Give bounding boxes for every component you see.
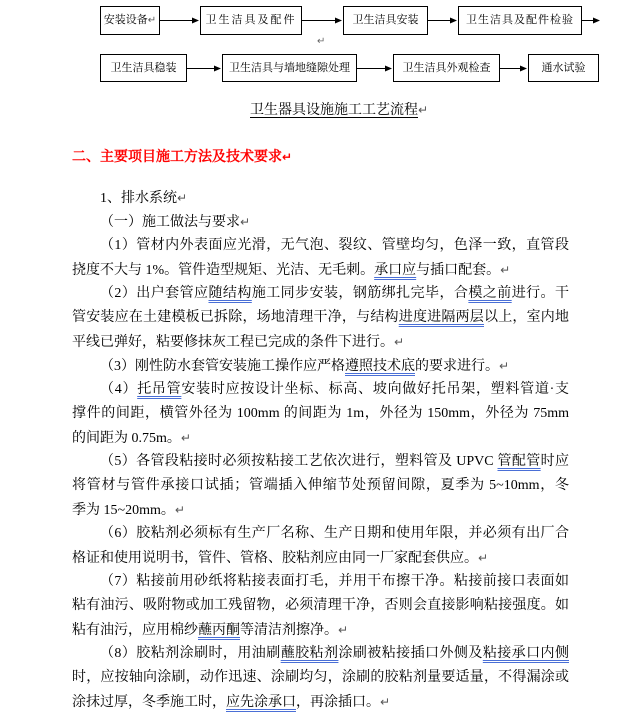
text-run: （3）刚性防水套管安装施工操作应严格 (100, 359, 345, 374)
text-run: （8）胶粘剂涂刷时，用油刷 (100, 646, 281, 661)
text-run: （2）出户套管应 (100, 286, 209, 301)
text-run: 与插口配套。 (416, 263, 501, 278)
flow-step-fixture-inspection (458, 6, 582, 35)
text-run: （7）粘接前用砂纸将粘接表面打毛，并用干布擦干净。粘接前接口表面如 (100, 574, 569, 589)
paragraph-mark: ↵ (338, 623, 349, 637)
text-run: ，再涂插口。 (296, 695, 380, 710)
paragraph (72, 282, 569, 354)
paragraph (72, 234, 569, 282)
arrow-head (450, 18, 457, 24)
text-line (72, 402, 569, 426)
flow-arrow (582, 18, 600, 24)
text-run: 等清洁剂擦净。 (240, 623, 338, 638)
arrow-head (335, 18, 342, 24)
flow-arrow (428, 18, 457, 24)
text-run: 时，应按轴向涂刷，动作迅速、涂刷均匀，涂刷的胶粘剂量要适量，不得漏涂或 (72, 670, 569, 685)
text-run: 进行。干 (511, 286, 569, 301)
proofing-underline: 应先涂承口 (226, 695, 296, 710)
paragraph (72, 522, 569, 570)
flow-arrow (160, 18, 199, 24)
text-run: 季为 15~20mm。 (72, 503, 175, 518)
text-line (72, 186, 569, 210)
paragraph (72, 210, 569, 234)
proofing-underline: 蘸胶粘剂 (280, 646, 339, 661)
paragraph-mark: ↵ (240, 215, 251, 229)
text-run: 平线已弹好，粘要修抹灰工程已完成的条件下进行。 (72, 335, 394, 350)
text-run: 1、排水系统 (100, 191, 177, 206)
paragraph-mark: ↵ (380, 695, 391, 709)
proofing-underline: 遵照技术底 (345, 359, 415, 374)
proofing-underline: 管配管 (497, 454, 541, 469)
text-run: 挠度不大与 1%。管件造型规矩、光洁、无毛刺。 (72, 263, 375, 278)
text-line (72, 426, 569, 450)
flow-step-label: 通水试验 (541, 62, 586, 74)
arrow-head (192, 18, 199, 24)
text-run: 格证和使用说明书，管件、管格、胶粘剂应由同一厂家配套供应。 (72, 551, 478, 566)
text-run: （1）管材内外表面应光滑，无气泡、裂纹、管壁均匀，色泽一致，直管段 (100, 238, 569, 253)
paragraph-mark: ↵ (500, 263, 511, 277)
text-run: （4） (100, 382, 138, 397)
text-run: （5）各管段粘接时必须按粘接工艺依次进行，塑料管及 UPVC (100, 454, 498, 469)
text-run: 粘有油污、吸附物或加工残留物，必须清理干净，否则会直接影响粘接强度。如 (72, 598, 569, 613)
text-line (72, 450, 569, 474)
flow-step-fixture-installation (343, 6, 428, 35)
text-run: 时应 (540, 454, 570, 469)
text-line (72, 666, 569, 690)
flow-step-fixtures-and-fittings (200, 6, 302, 35)
paragraph-mark: ↵ (180, 431, 191, 445)
text-line (72, 282, 569, 306)
flow-arrow (500, 66, 527, 72)
paragraph-mark: ↵ (282, 150, 293, 164)
flow-step-label: 卫生洁具与墙地缝隙处理 (229, 62, 350, 74)
paragraph-mark: ↵ (177, 191, 188, 205)
section-heading-text: 二、主要项目施工方法及技术要求 (72, 149, 282, 165)
paragraph (72, 378, 569, 450)
text-line (72, 618, 569, 642)
arrow-head (385, 66, 392, 72)
text-line (72, 258, 569, 282)
text-run: （一）施工做法与要求 (100, 215, 240, 230)
text-run: 管安装应在土建模板已拆除，场地清理干净，与结构 (72, 310, 399, 325)
paragraph-mark: ↵ (317, 36, 326, 47)
text-line (72, 306, 569, 330)
proofing-underline: 进度进隔两层 (398, 310, 484, 325)
flow-step-wall-floor-gap-treatment (222, 54, 357, 82)
paragraph-mark: ↵ (394, 335, 405, 349)
flow-step-label: 卫生洁具外观检查 (402, 62, 491, 74)
process-flowchart (0, 0, 639, 92)
text-line (72, 594, 569, 618)
paragraph-mark: ↵ (174, 503, 185, 517)
text-line (72, 330, 569, 354)
proofing-underline: 托吊管 (137, 382, 182, 397)
flowchart-caption (250, 98, 428, 122)
paragraph-mark: ↵ (499, 359, 510, 373)
text-run: 撑件的间距，横管外径为 100mm 的间距为 1m，外径为 150mm，外径为 75mm (72, 406, 569, 421)
arrow-head (593, 18, 600, 24)
text-line (72, 378, 569, 402)
text-line (72, 690, 569, 714)
flow-arrow (302, 18, 342, 24)
paragraph-mark: ↵ (478, 551, 489, 565)
text-run: 粘有油污，应用棉纱 (72, 623, 198, 638)
text-line (72, 546, 569, 570)
text-run: 涂抹过厚，冬季施工时， (72, 695, 226, 710)
text-run: 安装时应按设计坐标、标高、坡向做好托吊架，塑料管道·支 (181, 382, 569, 397)
text-run: 涂刷被粘接插口外侧及 (338, 646, 483, 661)
flow-step-water-test (528, 54, 599, 82)
flow-step-label: 卫生洁具稳装 (110, 62, 177, 74)
text-line (72, 522, 569, 546)
text-line (72, 642, 569, 666)
proofing-underline: 随结构 (208, 286, 252, 301)
proofing-underline: 蘸丙酮 (198, 623, 240, 638)
section-heading (72, 145, 292, 169)
paragraph-mark: ↵ (147, 15, 157, 26)
text-run: 以上，室内地 (483, 310, 570, 325)
text-run: 将管材与管件承接口试插；管端插入伸缩节处预留间隙，夏季为 5~10mm，冬 (72, 478, 569, 493)
flow-arrow (187, 66, 221, 72)
flow-arrow (357, 66, 392, 72)
flow-step-label: 安装设备 (103, 14, 148, 26)
paragraph-mark: ↵ (418, 103, 429, 117)
text-line (72, 474, 569, 498)
paragraph (72, 450, 569, 522)
proofing-underline: 粘接承口内侧 (482, 646, 569, 661)
flow-step-label: 卫生洁具及配件 (205, 14, 297, 26)
text-line (72, 234, 569, 258)
text-run: （6）胶粘剂必须标有生产厂名称、生产日期和使用年限，并必须有出厂合 (100, 526, 569, 541)
paragraph (72, 186, 569, 210)
text-run: 施工同步安装，钢筋绑扎完毕，合 (251, 286, 469, 301)
flow-step-fixture-setting (100, 54, 187, 82)
flow-step-label: 卫生洁具及配件检验 (466, 14, 574, 26)
paragraph (72, 354, 569, 378)
text-run: 的要求进行。 (415, 359, 499, 374)
proofing-underline: 承口应 (374, 263, 417, 278)
text-line (72, 498, 569, 522)
proofing-underline: 模之前 (468, 286, 512, 301)
text-line (72, 210, 569, 234)
arrow-head (214, 66, 221, 72)
text-line (72, 354, 569, 378)
arrow-head (520, 66, 527, 72)
paragraph (72, 570, 569, 642)
text-line (72, 570, 569, 594)
caption-text: 卫生器具设施施工工艺流程 (250, 102, 418, 118)
paragraph (72, 642, 569, 714)
flow-step-install-equipment (100, 6, 160, 35)
flow-step-appearance-check (393, 54, 500, 82)
document-body (72, 186, 569, 714)
text-run: 的间距为 0.75m。 (72, 431, 181, 446)
flow-step-label: 卫生洁具安装 (352, 14, 419, 26)
